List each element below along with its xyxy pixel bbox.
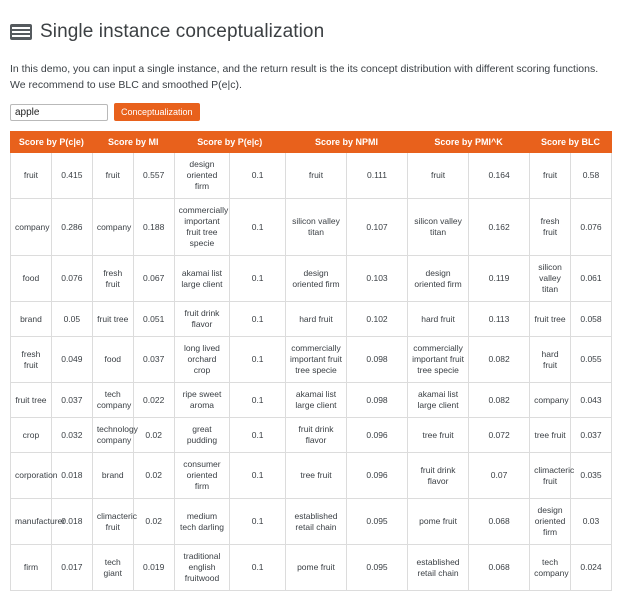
cell-score: 0.043 [571,383,612,418]
cell-concept: hard fruit [408,302,469,337]
cell-score: 0.07 [469,453,530,499]
cell-concept: fruit [92,153,133,199]
cell-score: 0.067 [133,256,174,302]
cell-concept: fruit drink flavor [285,418,346,453]
header-score-mi: Score by MI [92,132,174,153]
cell-concept: technology company [92,418,133,453]
cell-score: 0.061 [571,256,612,302]
cell-score: 0.095 [347,499,408,545]
cell-concept: design oriented firm [174,153,230,199]
cell-concept: corporation [11,453,52,499]
cell-score: 0.1 [230,337,286,383]
cell-concept: long lived orchard crop [174,337,230,383]
cell-concept: crop [11,418,52,453]
cell-score: 0.02 [133,499,174,545]
cell-score: 0.1 [230,545,286,591]
cell-score: 0.051 [133,302,174,337]
cell-concept: hard fruit [285,302,346,337]
header-score-blc: Score by BLC [530,132,612,153]
cell-concept: fruit [11,153,52,199]
cell-concept: climacteric fruit [530,453,571,499]
cell-concept: hard fruit [530,337,571,383]
cell-score: 0.286 [51,199,92,256]
cell-concept: fruit tree [92,302,133,337]
table-row [11,383,612,418]
table-row [11,545,612,591]
cell-score: 0.017 [51,545,92,591]
cell-concept: akamai list large client [285,383,346,418]
cell-concept: ripe sweet aroma [174,383,230,418]
conceptualization-button[interactable]: Conceptualization [114,103,200,121]
cell-concept: established retail chain [285,499,346,545]
cell-score: 0.022 [133,383,174,418]
cell-concept: design oriented firm [285,256,346,302]
cell-score: 0.02 [133,453,174,499]
cell-score: 0.1 [230,499,286,545]
table-row [11,302,612,337]
cell-concept: silicon valley titan [408,199,469,256]
cell-score: 0.072 [469,418,530,453]
cell-score: 0.032 [51,418,92,453]
cell-concept: tree fruit [408,418,469,453]
cell-score: 0.103 [347,256,408,302]
table-row [11,453,612,499]
page-title: Single instance conceptualization [40,20,325,42]
cell-score: 0.1 [230,418,286,453]
cell-score: 0.557 [133,153,174,199]
cell-score: 0.058 [571,302,612,337]
cell-concept: akamai list large client [174,256,230,302]
cell-score: 0.1 [230,199,286,256]
cell-concept: fruit tree [530,302,571,337]
header-score-pec: Score by P(e|c) [174,132,285,153]
cell-concept: pome fruit [285,545,346,591]
header-score-npmi: Score by NPMI [285,132,407,153]
cell-concept: brand [92,453,133,499]
cell-concept: traditional english fruitwood [174,545,230,591]
cell-concept: fruit drink flavor [174,302,230,337]
cell-concept: fruit [530,153,571,199]
cell-concept: tree fruit [530,418,571,453]
cell-score: 0.107 [347,199,408,256]
cell-score: 0.102 [347,302,408,337]
cell-concept: silicon valley titan [285,199,346,256]
table-row [11,418,612,453]
cell-score: 0.037 [133,337,174,383]
cell-score: 0.096 [347,453,408,499]
cell-concept: company [530,383,571,418]
cell-score: 0.188 [133,199,174,256]
cell-score: 0.018 [51,499,92,545]
cell-concept: medium tech darling [174,499,230,545]
cell-score: 0.1 [230,453,286,499]
cell-score: 0.098 [347,337,408,383]
cell-concept: established retail chain [408,545,469,591]
cell-concept: tech giant [92,545,133,591]
table-row [11,256,612,302]
cell-score: 0.082 [469,383,530,418]
intro-text: In this demo, you can input a single instance, and the return result is the its concept distribution with different scoring functions. We recommend to use BLC and smoothed P(e|c). [10,63,599,92]
cell-score: 0.05 [51,302,92,337]
cell-score: 0.082 [469,337,530,383]
cell-score: 0.1 [230,302,286,337]
cell-concept: design oriented firm [408,256,469,302]
cell-score: 0.035 [571,453,612,499]
cell-concept: food [92,337,133,383]
cell-score: 0.076 [571,199,612,256]
table-row [11,337,612,383]
cell-concept: commercially important fruit tree specie [285,337,346,383]
header-score-pmik: Score by PMI^K [408,132,530,153]
cell-concept: pome fruit [408,499,469,545]
cell-concept: design oriented firm [530,499,571,545]
cell-concept: fresh fruit [92,256,133,302]
cell-concept: tree fruit [285,453,346,499]
cell-concept: consumer oriented firm [174,453,230,499]
conceptualization-form [10,103,612,121]
table-row [11,499,612,545]
cell-concept: silicon valley titan [530,256,571,302]
header-score-pce: Score by P(c|e) [11,132,93,153]
table-row [11,199,612,256]
cell-concept: manufacturer [11,499,52,545]
cell-concept: commercially important fruit tree specie [174,199,230,256]
results-table [10,131,612,591]
page-header [10,8,612,55]
cell-concept: fruit [285,153,346,199]
cell-concept: great pudding [174,418,230,453]
cell-score: 0.018 [51,453,92,499]
cell-concept: fresh fruit [530,199,571,256]
table-header-row [11,132,612,153]
cell-score: 0.068 [469,499,530,545]
cell-concept: brand [11,302,52,337]
cell-concept: food [11,256,52,302]
instance-input[interactable] [10,104,108,121]
list-icon [10,24,32,40]
cell-concept: tech company [92,383,133,418]
cell-score: 0.119 [469,256,530,302]
cell-concept: fresh fruit [11,337,52,383]
cell-score: 0.019 [133,545,174,591]
cell-concept: firm [11,545,52,591]
cell-score: 0.1 [230,256,286,302]
cell-score: 0.037 [571,418,612,453]
cell-concept: akamai list large client [408,383,469,418]
cell-score: 0.02 [133,418,174,453]
cell-concept: tech company [530,545,571,591]
cell-score: 0.1 [230,153,286,199]
cell-score: 0.03 [571,499,612,545]
cell-score: 0.111 [347,153,408,199]
cell-score: 0.076 [51,256,92,302]
cell-concept: company [92,199,133,256]
cell-score: 0.58 [571,153,612,199]
cell-score: 0.098 [347,383,408,418]
cell-concept: fruit drink flavor [408,453,469,499]
cell-concept: climacteric fruit [92,499,133,545]
cell-score: 0.1 [230,383,286,418]
cell-score: 0.164 [469,153,530,199]
table-row [11,153,612,199]
cell-score: 0.096 [347,418,408,453]
cell-concept: fruit tree [11,383,52,418]
cell-score: 0.068 [469,545,530,591]
cell-score: 0.162 [469,199,530,256]
cell-concept: fruit [408,153,469,199]
cell-concept: commercially important fruit tree specie [408,337,469,383]
table-body [11,153,612,591]
cell-score: 0.113 [469,302,530,337]
cell-score: 0.055 [571,337,612,383]
cell-score: 0.049 [51,337,92,383]
cell-concept: company [11,199,52,256]
cell-score: 0.095 [347,545,408,591]
cell-score: 0.415 [51,153,92,199]
cell-score: 0.024 [571,545,612,591]
cell-score: 0.037 [51,383,92,418]
